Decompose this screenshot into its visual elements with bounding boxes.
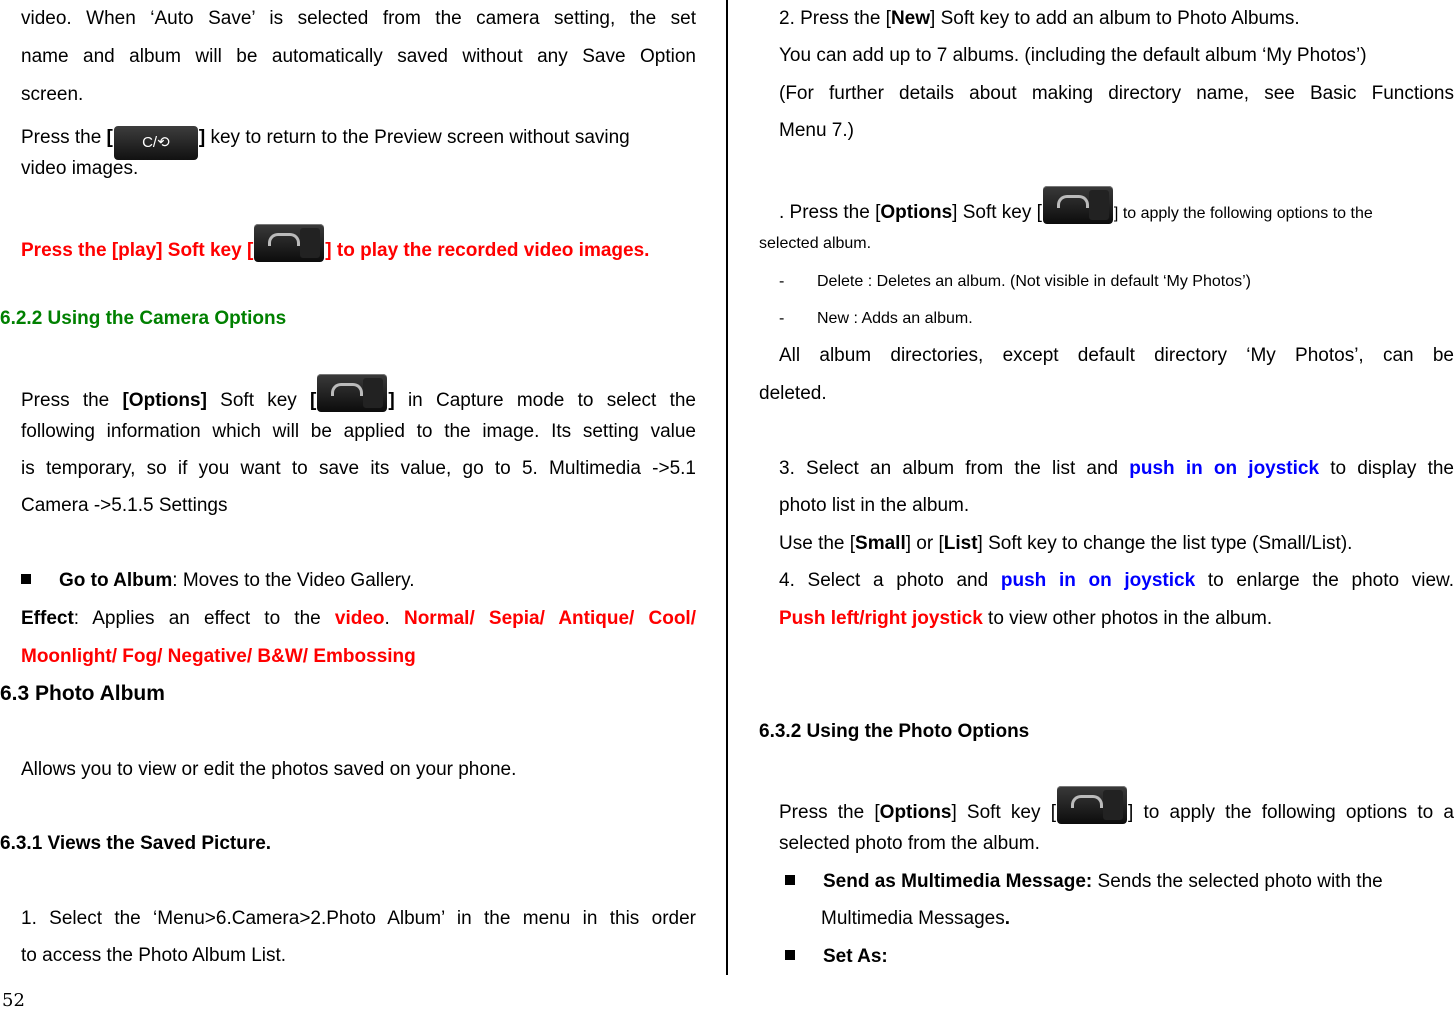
- paragraph-line: [21, 374, 696, 413]
- play-instruction: [21, 224, 649, 263]
- soft-key-icon: [1057, 786, 1127, 824]
- paragraph-line: [779, 607, 1272, 631]
- paragraph-line: [779, 569, 1454, 593]
- paragraph-line: photo list in the album.: [779, 495, 970, 516]
- text: 2. Press the [: [779, 8, 891, 29]
- paragraph-line: (For further details about making directory name, see Basic Functions: [779, 83, 1454, 104]
- square-bullet-icon: [21, 574, 31, 584]
- paragraph-line: Menu 7.): [779, 120, 854, 141]
- text: key to return to the Preview screen without saving: [205, 127, 630, 148]
- list-item: -: [779, 310, 785, 327]
- text: Soft key: [206, 390, 311, 411]
- paragraph-line: selected album.: [759, 235, 872, 252]
- bold-text: Options: [879, 802, 952, 823]
- text: to display the: [1319, 458, 1454, 479]
- bold-text: Set As:: [823, 946, 888, 967]
- paragraph-line: [779, 532, 1352, 556]
- paragraph-line: video. When ‘Auto Save’ is selected from the camera setting, the set: [21, 8, 696, 29]
- paragraph-line: screen.: [21, 84, 84, 105]
- paragraph-line: You can add up to 7 albums. (including the default album ‘My Photos’): [779, 45, 1367, 66]
- text: ] to apply the following options to a: [1128, 802, 1454, 823]
- text: ] Soft key to change the list type (Small/List).: [977, 533, 1353, 554]
- paragraph-line: [779, 786, 1454, 825]
- paragraph-line: All album directories, except default directory ‘My Photos’, can be: [779, 345, 1454, 366]
- paragraph-line: is temporary, so if you want to save its value, go to 5. Multimedia ->5.1: [21, 458, 696, 479]
- text: ] or [: [905, 533, 944, 554]
- bracket: ]: [198, 127, 206, 148]
- section-heading-6-3-2: 6.3.2 Using the Photo Options: [759, 721, 1030, 742]
- page-number: 52: [2, 990, 25, 1011]
- paragraph-line: Moonlight/ Fog/ Negative/ B&W/ Embossing: [21, 646, 416, 667]
- left-column: [0, 0, 718, 975]
- bold-text: Go to Album: [59, 570, 173, 591]
- text: Multimedia Messages: [821, 908, 1005, 929]
- section-heading-6-3: 6.3 Photo Album: [0, 682, 165, 705]
- paragraph-line: [21, 607, 696, 631]
- text: Press the [: [779, 802, 880, 823]
- paragraph-line: name and album will be automatically saved without any Save Option: [21, 46, 696, 67]
- text: . Press the [: [779, 202, 881, 223]
- paragraph-line: selected photo from the album.: [779, 833, 1040, 854]
- text: : Moves to the Video Gallery.: [172, 570, 415, 591]
- bold-text: Send as Multimedia Message:: [823, 871, 1093, 892]
- paragraph-line: Allows you to view or edit the photos saved on your phone.: [21, 759, 517, 780]
- text: to enlarge the photo view.: [1195, 570, 1454, 591]
- highlight-text: Normal/ Sepia/ Antique/ Cool/: [403, 608, 696, 629]
- bold-text: New: [890, 8, 931, 29]
- text: Press the: [21, 127, 107, 148]
- paragraph-line: Camera ->5.1.5 Settings: [21, 495, 228, 516]
- list-item: -: [779, 273, 785, 290]
- text: ] to apply the following options to the: [1113, 205, 1373, 222]
- paragraph-line: deleted.: [759, 383, 827, 404]
- section-heading-6-3-1: 6.3.1 Views the Saved Picture.: [0, 833, 272, 854]
- highlight-text: video: [334, 608, 385, 629]
- soft-key-icon: [317, 374, 387, 412]
- text: Use the [: [779, 533, 856, 554]
- paragraph-line: [21, 126, 630, 160]
- paragraph-line: to access the Photo Album List.: [21, 945, 287, 966]
- text: 3. Select an album from the list and: [779, 458, 1130, 479]
- clear-key-icon: C/⟲: [114, 126, 198, 160]
- text: .: [1004, 908, 1011, 929]
- text: Sends the selected photo with the: [1092, 871, 1383, 892]
- square-bullet-icon: [785, 875, 795, 885]
- soft-key-icon: [1043, 186, 1113, 224]
- bracket: ]: [388, 390, 395, 411]
- text: in Capture mode to select the: [394, 390, 696, 411]
- list-item: [785, 945, 888, 969]
- paragraph-line: 1. Select the ‘Menu>6.Camera>2.Photo Album’ in the menu in this order: [21, 908, 696, 929]
- text: 4. Select a photo and: [779, 570, 1001, 591]
- list-item: New : Adds an album.: [817, 310, 973, 327]
- list-item: [785, 870, 1383, 894]
- bracket: [: [106, 127, 113, 148]
- column-divider: [726, 0, 728, 975]
- paragraph-line: following information which will be applied to the image. Its setting value: [21, 421, 696, 442]
- bold-text: [Options]: [122, 390, 207, 411]
- text: to view other photos in the album.: [982, 608, 1273, 629]
- bold-text: Effect: [21, 608, 74, 629]
- text: .: [384, 608, 404, 629]
- paragraph-line: [779, 186, 1373, 226]
- soft-key-icon: [254, 224, 324, 262]
- text: ] Soft key [: [951, 802, 1056, 823]
- paragraph-line: [779, 457, 1454, 481]
- list-item: [21, 569, 414, 593]
- bold-text: Small: [855, 533, 906, 554]
- list-item: Delete : Deletes an album. (Not visible in default ‘My Photos’): [817, 273, 1251, 290]
- section-heading-6-2-2: 6.2.2 Using the Camera Options: [0, 308, 287, 329]
- text: ] Soft key to add an album to Photo Albums.: [930, 8, 1300, 29]
- paragraph-line: [779, 7, 1300, 31]
- list-item-continuation: [821, 907, 1010, 931]
- text: ] Soft key [: [952, 202, 1042, 223]
- text: Press the: [21, 390, 123, 411]
- text: : Applies an effect to the: [73, 608, 335, 629]
- text: ] to play the recorded video images.: [325, 240, 650, 261]
- highlight-text: push in on joystick: [1000, 570, 1196, 591]
- square-bullet-icon: [785, 950, 795, 960]
- highlight-text: push in on joystick: [1129, 458, 1320, 479]
- bracket: [: [310, 390, 317, 411]
- paragraph-line: video images.: [21, 158, 139, 179]
- right-column: [735, 0, 1454, 975]
- text: Press the [play] Soft key [: [21, 240, 254, 261]
- bold-text: List: [943, 533, 978, 554]
- highlight-text: Push left/right joystick: [779, 608, 983, 629]
- bold-text: Options: [880, 202, 953, 223]
